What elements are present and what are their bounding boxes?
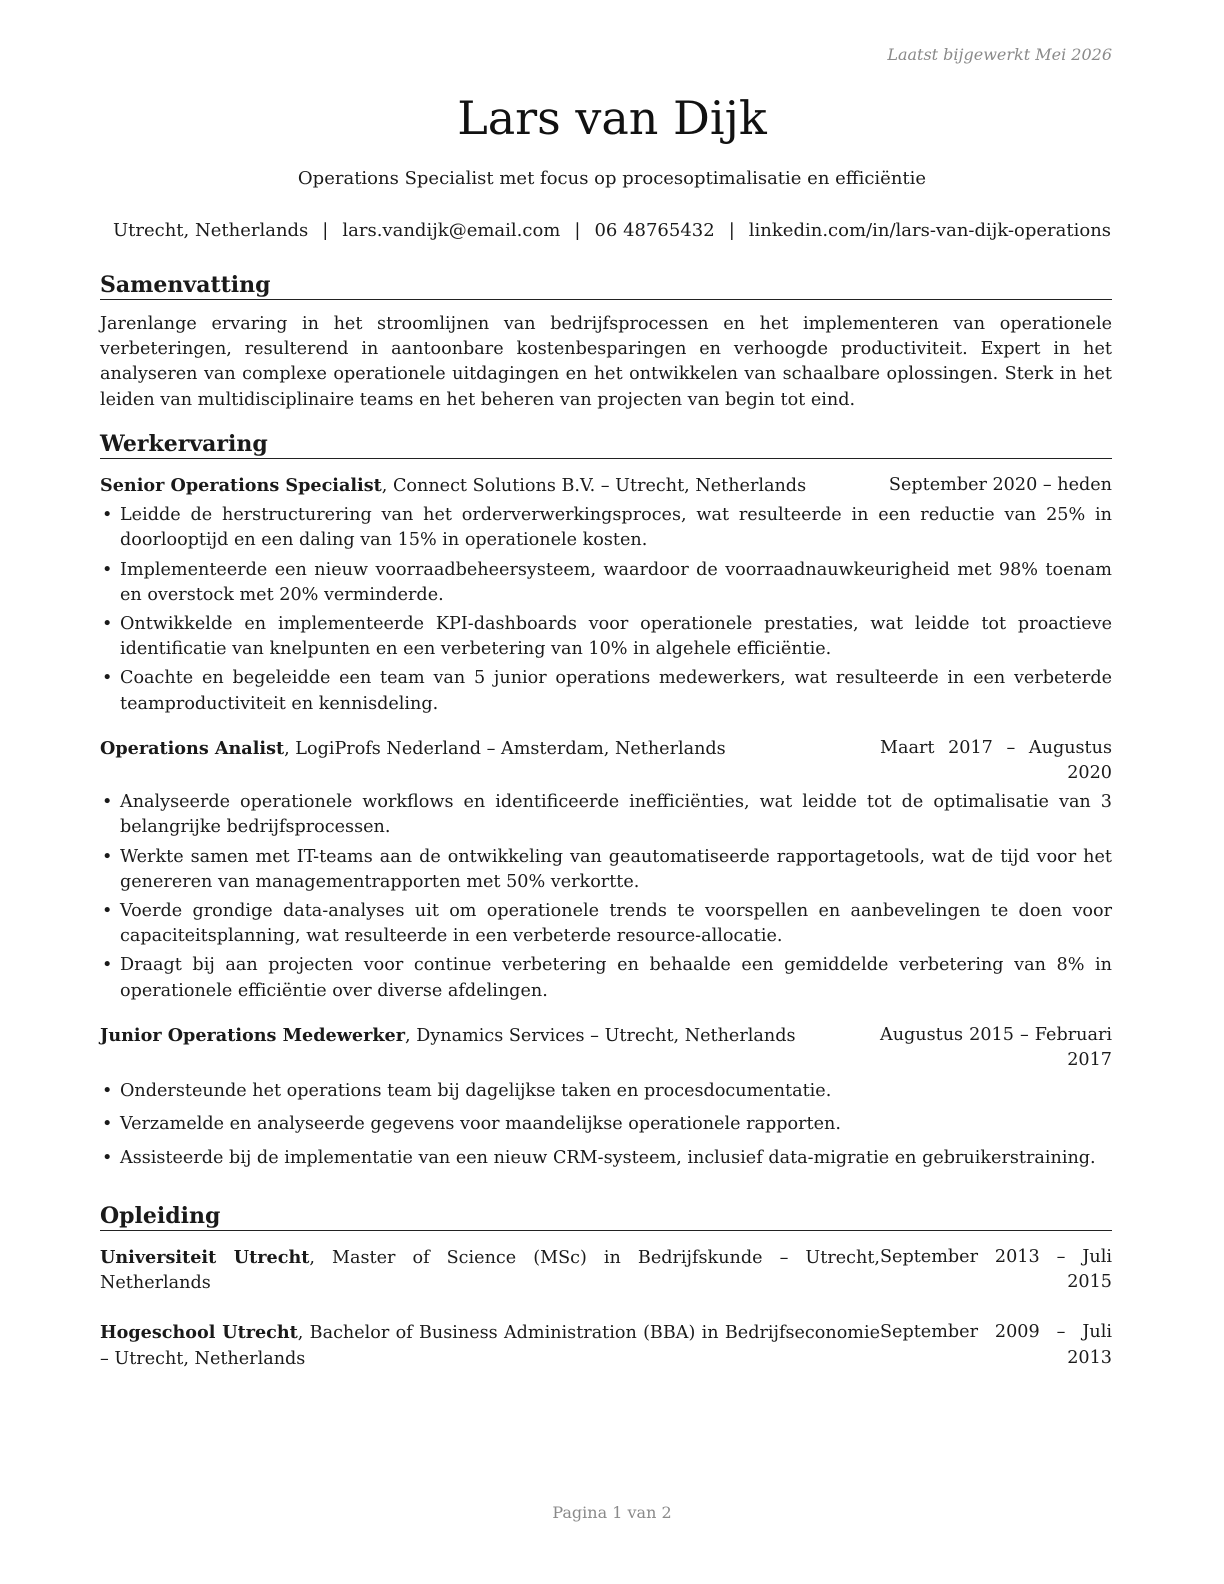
- section-title-summary: Samenvatting: [100, 271, 1112, 300]
- contact-line: [0, 219, 1224, 243]
- job-bullet: • Werkte samen met IT-teams aan de ontwikkeling van geautomatiseerde rapportagetools, wat de tijd voor het genereren van managementrapporten met 50% verkortte.: [100, 845, 1112, 895]
- contact-separator: |: [574, 220, 581, 241]
- job-role: Senior Operations Specialist: [100, 475, 382, 496]
- education-dates: [880, 1245, 1112, 1295]
- education-entry: [100, 1320, 1112, 1371]
- summary-section: [100, 271, 1112, 413]
- contact-linkedin[interactable]: linkedin.com/in/lars-van-dijk-operations: [748, 220, 1112, 241]
- education-dates: [880, 1320, 1112, 1370]
- last-updated: Laatst bijgewerkt Mei 2026: [887, 45, 1112, 64]
- contact-separator: |: [322, 220, 329, 241]
- job-bullet: • Leidde de herstructurering van het orderverwerkingsproces, wat resulteerde in een reductie van 25% in doorlooptijd en een daling van 15% in operationele kosten.: [100, 503, 1112, 553]
- job-company: , Dynamics Services – Utrecht, Netherlands: [405, 1025, 796, 1046]
- education-dates-line2: 2013: [1067, 1347, 1112, 1368]
- job-bullet: • Ontwikkelde en implementeerde KPI-dashboards voor operationele prestaties, wat leidde tot proactieve identificatie van knelpunten en een verbetering van 10% in algehele efficiëntie.: [100, 612, 1112, 662]
- education-dates-line2: 2015: [1067, 1272, 1112, 1293]
- contact-email[interactable]: lars.vandijk@email.com: [342, 220, 561, 241]
- job-bullet: • Draagt bij aan projecten voor continue verbetering en behaalde een gemiddelde verbetering van 8% in operationele efficiëntie over diverse afdelingen.: [100, 953, 1112, 1003]
- education-section: [100, 1202, 1112, 1372]
- job-dates: September 2020 – heden: [888, 475, 1112, 495]
- job-role: Junior Operations Medewerker: [100, 1024, 406, 1046]
- job-bullet: • Implementeerde een nieuw voorraadbeheersysteem, waardoor de voorraadnauwkeurigheid met 98% toenam en overstock met 20% verminderde.: [100, 558, 1112, 608]
- job-dates: [868, 1023, 1112, 1073]
- job-company: , Connect Solutions B.V. – Utrecht, Netherlands: [381, 476, 807, 496]
- job-entry: [100, 736, 1112, 1004]
- education-dates-line1: September 2013 – Juli: [880, 1247, 1112, 1267]
- section-title-experience: Werkervaring: [100, 430, 1112, 459]
- candidate-name: Lars van Dijk: [457, 91, 767, 145]
- summary-text: Jarenlange ervaring in het stroomlijnen van bedrijfsprocessen en het implementeren van operationele verbeteringen, resulterend in aantoonbare kostenbesparingen en verhoogde productiviteit. Expert in het analyseren van complexe operationele uitdagingen en het ontwikkelen van schaalbare oplossingen. Sterk in het leiden van multidisciplinaire teams en het beheren van projecten van begin tot eind.: [100, 314, 1112, 410]
- page-number: Pagina 1 van 2: [552, 1503, 672, 1522]
- job-dates-line2: 2020: [1067, 763, 1112, 784]
- job-bullet: • Ondersteunde het operations team bij dagelijkse taken en procesdocumentatie.: [100, 1079, 1112, 1104]
- job-dates: [868, 736, 1112, 786]
- education-detail: , Bachelor of Business Administration (BBA) in Bedrijfseconomie – Utrecht, Netherlands: [100, 1323, 881, 1369]
- section-title-education: Opleiding: [100, 1202, 1112, 1231]
- education-entry: [100, 1245, 1112, 1296]
- job-company: , LogiProfs Nederland – Amsterdam, Netherlands: [284, 738, 726, 759]
- job-dates-line1: Maart 2017 – Augustus: [880, 737, 1112, 758]
- job-bullet: • Voerde grondige data-analyses uit om operationele trends te voorspellen en aanbevelingen te doen voor capaciteitsplanning, wat resulteerde in een verbeterde resource-allocatie.: [100, 899, 1112, 949]
- contact-phone: 06 48765432: [594, 220, 715, 241]
- job-entry: [100, 1023, 1112, 1171]
- contact-location: Utrecht, Netherlands: [112, 220, 309, 241]
- experience-section: [100, 430, 1112, 1179]
- job-bullet: • Assisteerde bij de implementatie van een nieuw CRM-systeem, inclusief data-migratie en gebruikerstraining.: [100, 1146, 1112, 1171]
- tagline: Operations Specialist met focus op procesoptimalisatie en efficiëntie: [297, 168, 927, 189]
- job-bullet: • Verzamelde en analyseerde gegevens voor maandelijkse operationele rapporten.: [100, 1112, 1112, 1137]
- education-school: Hogeschool Utrecht: [100, 1322, 298, 1344]
- education-detail: , Master of Science (MSc) in Bedrijfskunde – Utrecht, Netherlands: [100, 1248, 880, 1294]
- contact-separator: |: [728, 220, 735, 241]
- education-school: Universiteit Utrecht: [100, 1247, 310, 1268]
- job-bullet: • Analyseerde operationele workflows en identificeerde inefficiënties, wat leidde tot de optimalisatie van 3 belangrijke bedrijfsprocessen.: [100, 790, 1112, 840]
- job-entry: [100, 473, 1112, 717]
- job-dates-line2: 2017: [1067, 1050, 1112, 1071]
- job-role: Operations Analist: [100, 737, 285, 759]
- education-dates-line1: September 2009 – Juli: [880, 1322, 1112, 1343]
- job-dates-line1: Augustus 2015 – Februari: [880, 1024, 1112, 1045]
- job-bullet: • Coachte en begeleidde een team van 5 junior operations medewerkers, wat resulteerde in een verbeterde teamproductiviteit en kennisdeling.: [100, 666, 1112, 716]
